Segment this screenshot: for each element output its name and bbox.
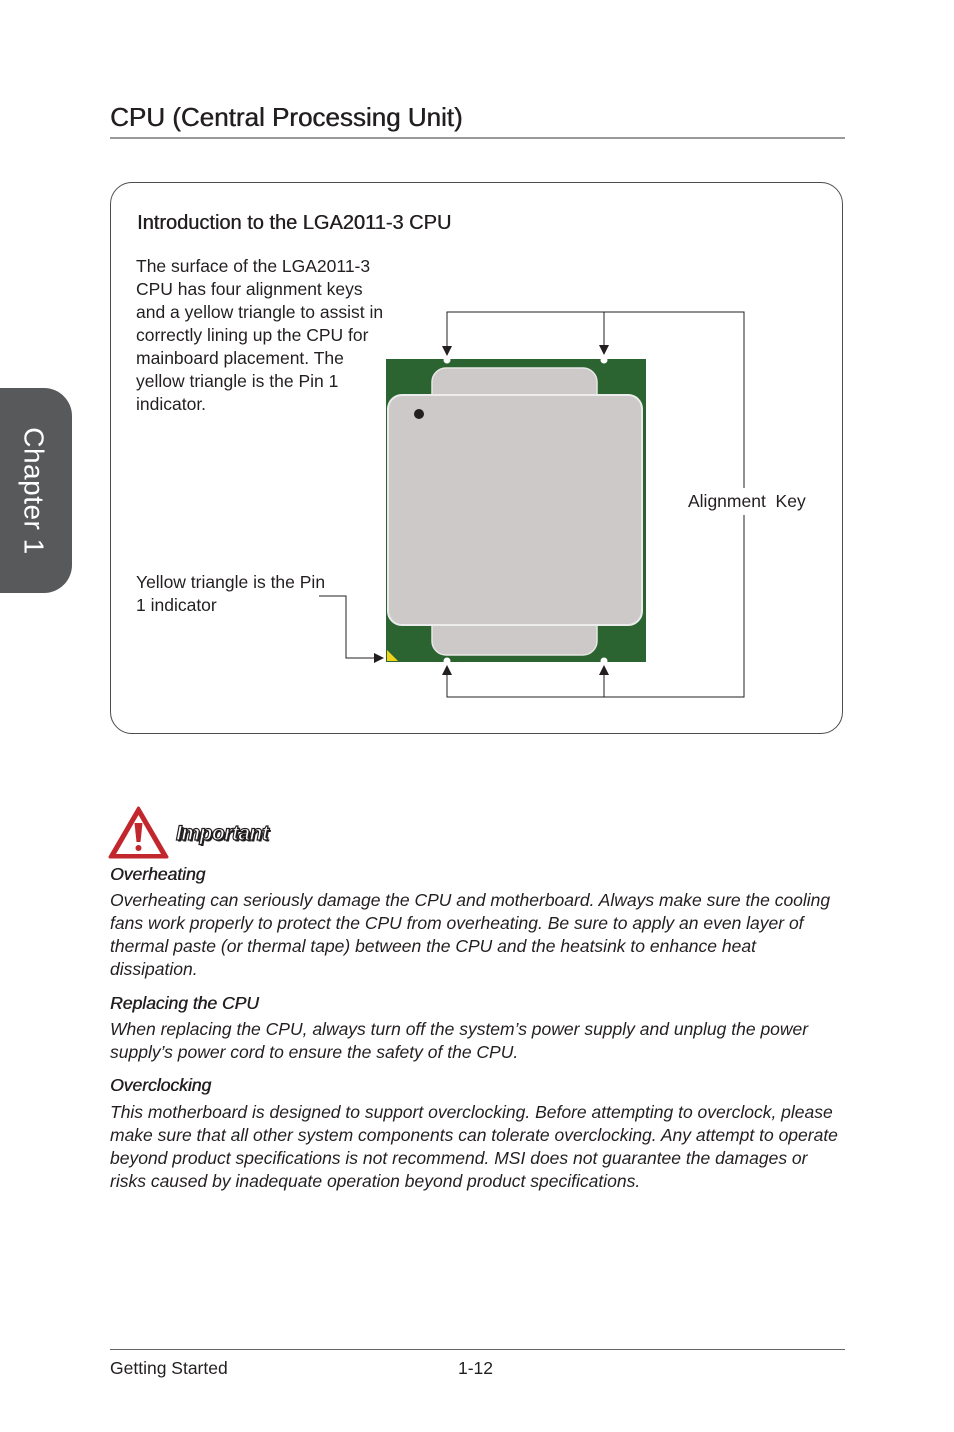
note-title-overclocking: Overclocking bbox=[110, 1075, 212, 1095]
page-title: CPU (Central Processing Unit) bbox=[110, 102, 463, 132]
intro-description: The surface of the LGA2011-3 CPU has four alignment keys and a yellow triangle to assist in correctly lining up the CPU for mainboard placement. The yellow triangle is the Pin 1 indicator. bbox=[136, 256, 384, 414]
footer-divider bbox=[110, 1349, 845, 1350]
alignment-notch bbox=[444, 357, 451, 364]
alignment-notch bbox=[444, 658, 451, 665]
note-body-overheating: Overheating can seriously damage the CPU and motherboard. Always make sure the cooling fans work properly to protect the CPU from overheating. Be sure to apply an even layer of thermal paste (or thermal tape) between the CPU and the heatsink to enhance heat dissipation. bbox=[110, 890, 831, 979]
important-label: Important bbox=[176, 822, 269, 845]
cpu-ihs-wide bbox=[388, 395, 642, 625]
note-title-overheating: Overheating bbox=[110, 864, 206, 884]
footer-section: Getting Started bbox=[110, 1358, 228, 1378]
chapter-tab-label: Chapter 1 bbox=[19, 426, 50, 555]
warning-triangle-icon bbox=[110, 808, 167, 857]
footer-page-number: 1-12 bbox=[458, 1358, 494, 1378]
intro-heading: Introduction to the LGA2011-3 CPU bbox=[137, 212, 452, 234]
note-title-replacing-cpu: Replacing the CPU bbox=[110, 993, 259, 1013]
note-body-overclocking: This motherboard is designed to support overclocking. Before attempting to overclock, please make sure that all other system components can tolerate overclocking. Any attempt to operate beyond product specifications is not recommend. MSI does not guarantee the damages or risks caused by inadequate operation beyond product specifications. bbox=[110, 1102, 838, 1191]
alignment-notch bbox=[601, 357, 608, 364]
pin1-caption: Yellow triangle is the Pin 1 indicator bbox=[136, 572, 326, 615]
note-body-replacing-cpu: When replacing the CPU, always turn off the system’s power supply and unplug the power supply’s power cord to ensure the safety of the CPU. bbox=[110, 1019, 809, 1062]
cpu-ihs-dot bbox=[414, 409, 424, 419]
alignment-key-label: Alignment Key bbox=[688, 488, 806, 515]
alignment-notch bbox=[601, 658, 608, 665]
